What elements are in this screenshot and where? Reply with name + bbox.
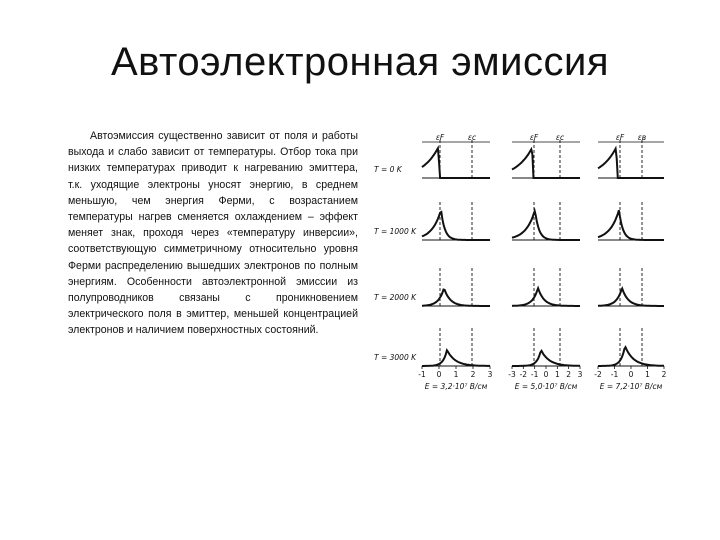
row-label: T = 3000 K	[374, 353, 417, 362]
band-edge-label: εв	[637, 133, 647, 142]
distribution-curve	[512, 288, 580, 306]
energy-distribution-plot	[372, 128, 672, 396]
tick-label: -3	[508, 370, 516, 379]
tick-label: 1	[554, 370, 560, 379]
tick-label: -1	[530, 370, 539, 379]
tick-label: 2	[661, 370, 667, 379]
field-label: E = 7,2·10⁷ В/см	[599, 382, 663, 391]
distribution-curve	[598, 347, 664, 366]
distribution-curve	[512, 211, 580, 240]
field-label: E = 5,0·10⁷ В/см	[514, 382, 578, 391]
fermi-level-label: εF	[529, 133, 539, 142]
tick-label: -1	[418, 370, 426, 379]
row-label: T = 2000 K	[374, 293, 417, 302]
tick-label: -1	[610, 370, 619, 379]
fermi-level-label: εF	[435, 133, 445, 142]
distribution-curve	[598, 210, 664, 240]
distribution-curve	[422, 290, 490, 307]
field-label: E = 3,2·10⁷ В/см	[424, 382, 488, 391]
tick-label: 1	[453, 370, 459, 379]
row-label: T = 0 K	[374, 165, 402, 174]
row-label: T = 1000 K	[374, 227, 417, 236]
distribution-curve	[422, 350, 490, 366]
distribution-curve	[422, 212, 490, 240]
tick-label: 3	[577, 370, 583, 379]
band-edge-label: εc	[467, 133, 477, 142]
tick-label: -2	[594, 370, 602, 379]
tick-label: 2	[566, 370, 572, 379]
fermi-level-label: εF	[615, 133, 625, 142]
tick-label: 2	[470, 370, 476, 379]
body-paragraph: Автоэмиссия существенно зависит от поля и работы выхода и слабо зависит от температуры. Отбор тока при низких температурах приводит к нагреванию эмиттера, т.к. уходящие электроны уносят энергию, в среднем меньшую, чем энергия Ферми, с возрастанием температуры нагрев сменяется охлаждением – эффект меняет знак, проходя через «температуру инверсии», соответствующую симметричному относительно уровня Ферми распределению вышедших электронов по полным энергиям. Особенности автоэлектронной эмиссии из полупроводников связаны с проникновением электрического поля в эмиттер, меньшей концентрацией электронов и наличием поверхностных состояний.	[68, 130, 358, 337]
tick-label: 0	[436, 370, 442, 379]
slide-title: Автоэлектронная эмиссия	[110, 40, 609, 84]
distribution-curve	[422, 148, 490, 178]
tick-label: 3	[487, 370, 493, 379]
distribution-curve	[512, 149, 580, 178]
distribution-curve	[598, 149, 664, 178]
tick-label: 0	[628, 370, 634, 379]
distribution-curve	[598, 289, 664, 306]
tick-label: 1	[645, 370, 650, 379]
energy-distribution-figure	[372, 128, 672, 396]
tick-label: 0	[543, 370, 549, 379]
tick-label: -2	[519, 370, 528, 379]
band-edge-label: εc	[555, 133, 565, 142]
distribution-curve	[512, 351, 580, 366]
